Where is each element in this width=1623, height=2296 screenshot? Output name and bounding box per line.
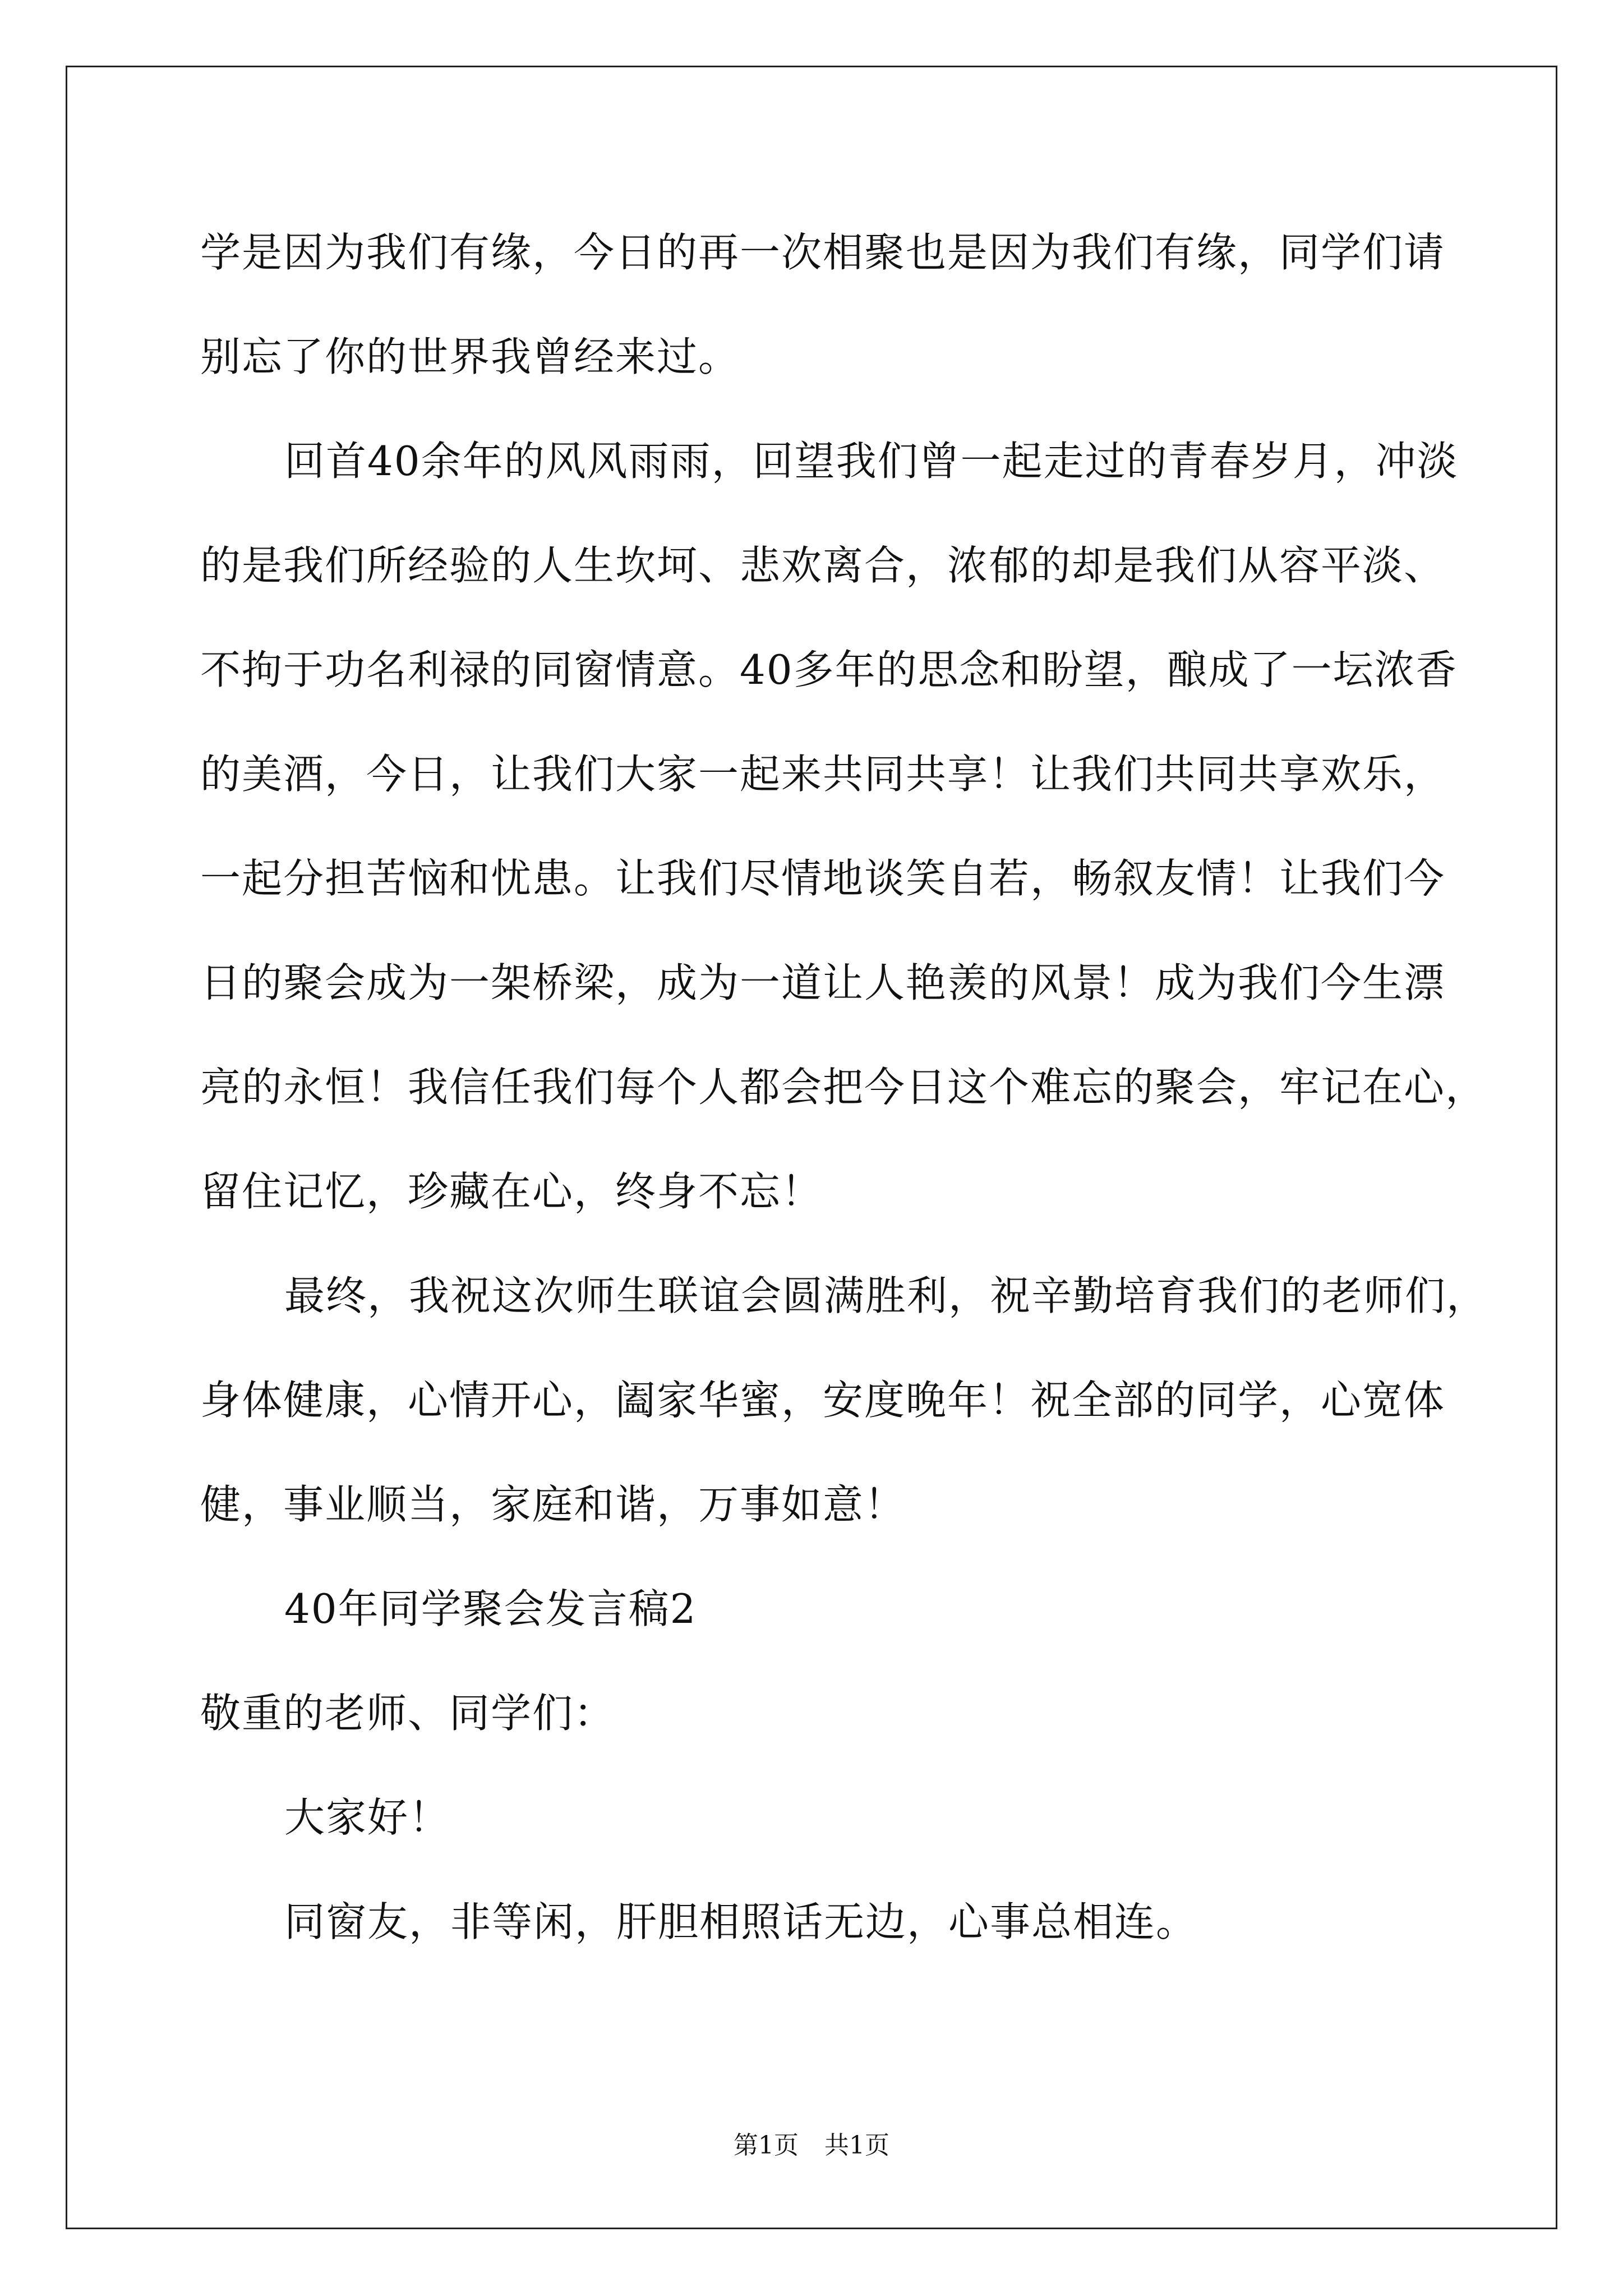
greeting: 大家好！ xyxy=(284,1794,451,1841)
page-number-total: 共1页 xyxy=(824,2131,889,2160)
paragraph-1-line-1: 学是因为我们有缘，今日的再一次相聚也是因为我们有缘，同学们请 xyxy=(200,229,1446,276)
paragraph-2-line-7: 亮的永恒！我信任我们每个人都会把今日这个难忘的聚会，牢记在心， xyxy=(200,1064,1487,1111)
paragraph-4-line-1: 同窗友，非等闲，肝胆相照话无边，心事总相连。 xyxy=(284,1898,1198,1945)
paragraph-2-line-2: 的是我们所经验的人生坎坷、悲欢离合，浓郁的却是我们从容平淡、 xyxy=(200,542,1446,589)
paragraph-3-line-1: 最终，我祝这次师生联谊会圆满胜利，祝辛勤培育我们的老师们， xyxy=(284,1272,1488,1319)
paragraph-2-line-5: 一起分担苦恼和忧患。让我们尽情地谈笑自若，畅叙友情！让我们今 xyxy=(200,855,1446,902)
paragraph-2-line-8: 留住记忆，珍藏在心，终身不忘！ xyxy=(200,1168,823,1215)
salutation: 敬重的老师、同学们： xyxy=(200,1690,616,1737)
page-number-current: 第1页 xyxy=(734,2131,799,2160)
paragraph-2-line-4: 的美酒，今日，让我们大家一起来共同共享！让我们共同共享欢乐， xyxy=(200,751,1446,798)
page-footer xyxy=(0,2129,1623,2162)
paragraph-2-line-6: 日的聚会成为一架桥梁，成为一道让人艳羡的风景！成为我们今生漂 xyxy=(200,959,1446,1006)
paragraph-2-line-3: 不拘于功名利禄的同窗情意。40多年的思念和盼望，酿成了一坛浓香 xyxy=(200,646,1458,693)
paragraph-3-line-3: 健，事业顺当，家庭和谐，万事如意！ xyxy=(200,1481,906,1528)
paragraph-3-line-2: 身体健康，心情开心，阖家华蜜，安度晚年！祝全部的同学，心宽体 xyxy=(200,1377,1446,1424)
paragraph-2-line-1: 回首40余年的风风雨雨，回望我们曾一起走过的青春岁月，冲淡 xyxy=(284,438,1459,485)
section-title: 40年同学聚会发言稿2 xyxy=(284,1585,697,1632)
paragraph-1-line-2: 别忘了你的世界我曾经来过。 xyxy=(200,333,740,380)
